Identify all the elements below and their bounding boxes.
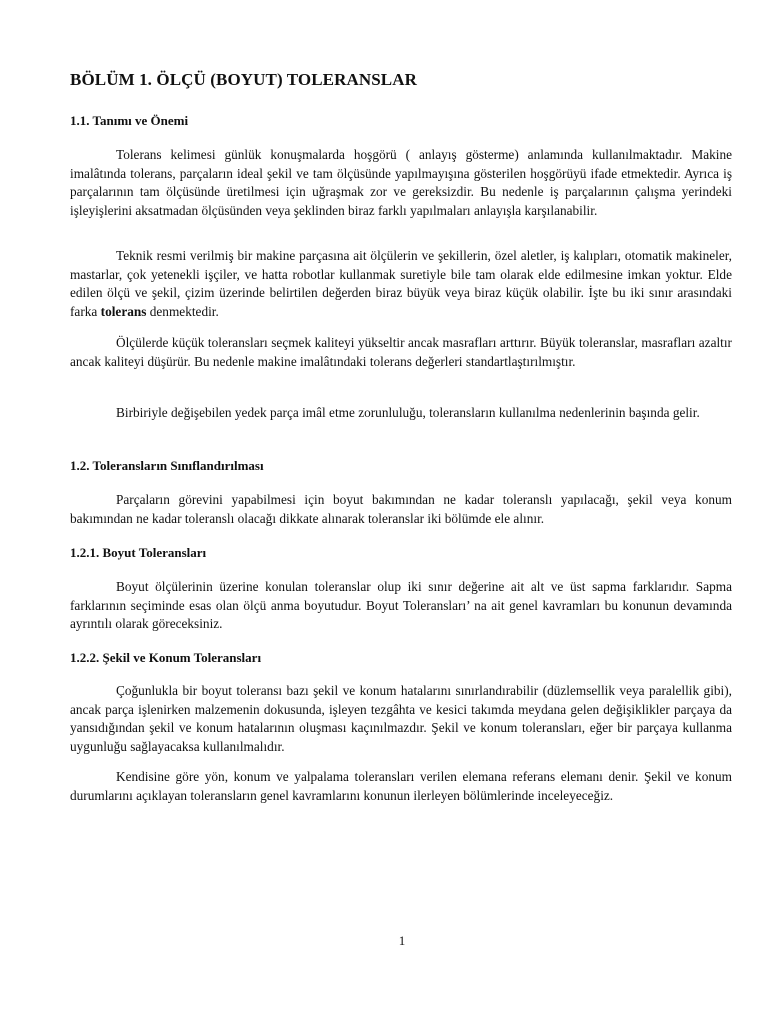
- paragraph-quality-cost: Ölçülerde küçük toleransları seçmek kaliteyi yükseltir ancak masrafları arttırır. Büyük toleranslar, masrafları azaltır ancak kaliteyi düşürür. Bu nedenle makine imalâtındaki tolerans değerleri standartlaştırılmıştır.: [70, 335, 732, 369]
- paragraph-definition: Tolerans kelimesi günlük konuşmalarda hoşgörü ( anlayış gösterme) anlamında kullanılmaktadır. Makine imalâtında tolerans, parçaların ideal şekil ve tam ölçüsünde yapılmayışına gösterilen hoşgörüyü ifade etmektedir. Ayrıca iş parçalarının tam ölçüsünde üretilmesi için uğraşmak zor ve gereksizdir. Bu nedenle iş parçalarının çalışma yerindeki işleyişlerini aksatmadan ölçüsünden veya şeklinden biraz farklı yapılmaları anlayışla karşılanabilir.: [70, 147, 732, 218]
- paragraph-form-position: Çoğunlukla bir boyut toleransı bazı şekil ve konum hatalarını sınırlandırabilir (düzlemsellik veya paralellik gibi), ancak parça işlenirken malzemenin dokusunda, işleyen tezgâhta ve kesici takımda meydana gelen değişiklikler parçaya da yansıdığından şekil ve konum hatalarının oluşması kaçınılmazdır. Şekil ve konum toleransları, eğer bir parçaya kullanma uygunluğu sağlayacaksa kullanılmalıdır.: [70, 683, 732, 754]
- section-heading-1-2-1: 1.2.1. Boyut Toleransları: [70, 545, 207, 560]
- chapter-title: BÖLÜM 1. ÖLÇÜ (BOYUT) TOLERANSLAR: [70, 70, 417, 89]
- paragraph-technical-drawing: [70, 247, 732, 321]
- section-heading-1-1: 1.1. Tanımı ve Önemi: [70, 113, 189, 128]
- paragraph-classification: Parçaların görevini yapabilmesi için boyut bakımından ne kadar toleranslı yapılacağı, şekil veya konum bakımından ne kadar toleranslı olacağı dikkate alınarak toleranslar iki bölümde ele alınır.: [70, 492, 732, 526]
- section-heading-1-2-2: 1.2.2. Şekil ve Konum Toleransları: [70, 650, 262, 665]
- paragraph-text-end: denmektedir.: [146, 303, 219, 319]
- paragraph-text: Teknik resmi verilmiş bir makine parçasına ait ölçülerin ve şekillerin, özel aletler, iş kalıpları, otomatik makineler, mastarlar, çok yetenekli işçiler, ve hatta robotlar kullanmak suretiyle bile tam olarak elde edilmesine imkan yoktur. Elde edilen ölçü ve şekil, çizim üzerinde belirtilen değerden biraz büyük veya biraz küçük olabilir. İşte bu iki sınır arasındaki farka: [70, 248, 732, 319]
- paragraph-spare-parts: Birbiriyle değişebilen yedek parça imâl etme zorunluluğu, toleransların kullanılma nedenlerinin başında gelir.: [116, 405, 700, 420]
- bold-term-tolerans: tolerans: [100, 303, 147, 319]
- paragraph-size-tolerances: Boyut ölçülerinin üzerine konulan toleranslar olup iki sınır değerine ait alt ve üst sapma farklarıdır. Sapma farklarının seçiminde esas olan ölçü anma boyutudur. Boyut Toleransları’ na ait genel kavramları bu konunun devamında ayrıntılı olarak göreceksiniz.: [70, 579, 732, 631]
- paragraph-reference-element: Kendisine göre yön, konum ve yalpalama toleransları verilen elemana referans elemanı denir. Şekil ve konum durumlarını açıklayan toleransların genel kavramlarını konunun ilerleyen bölümlerinde inceleyeceğiz.: [70, 769, 732, 803]
- page-number: 1: [398, 933, 406, 948]
- section-heading-1-2: 1.2. Toleransların Sınıflandırılması: [70, 458, 264, 473]
